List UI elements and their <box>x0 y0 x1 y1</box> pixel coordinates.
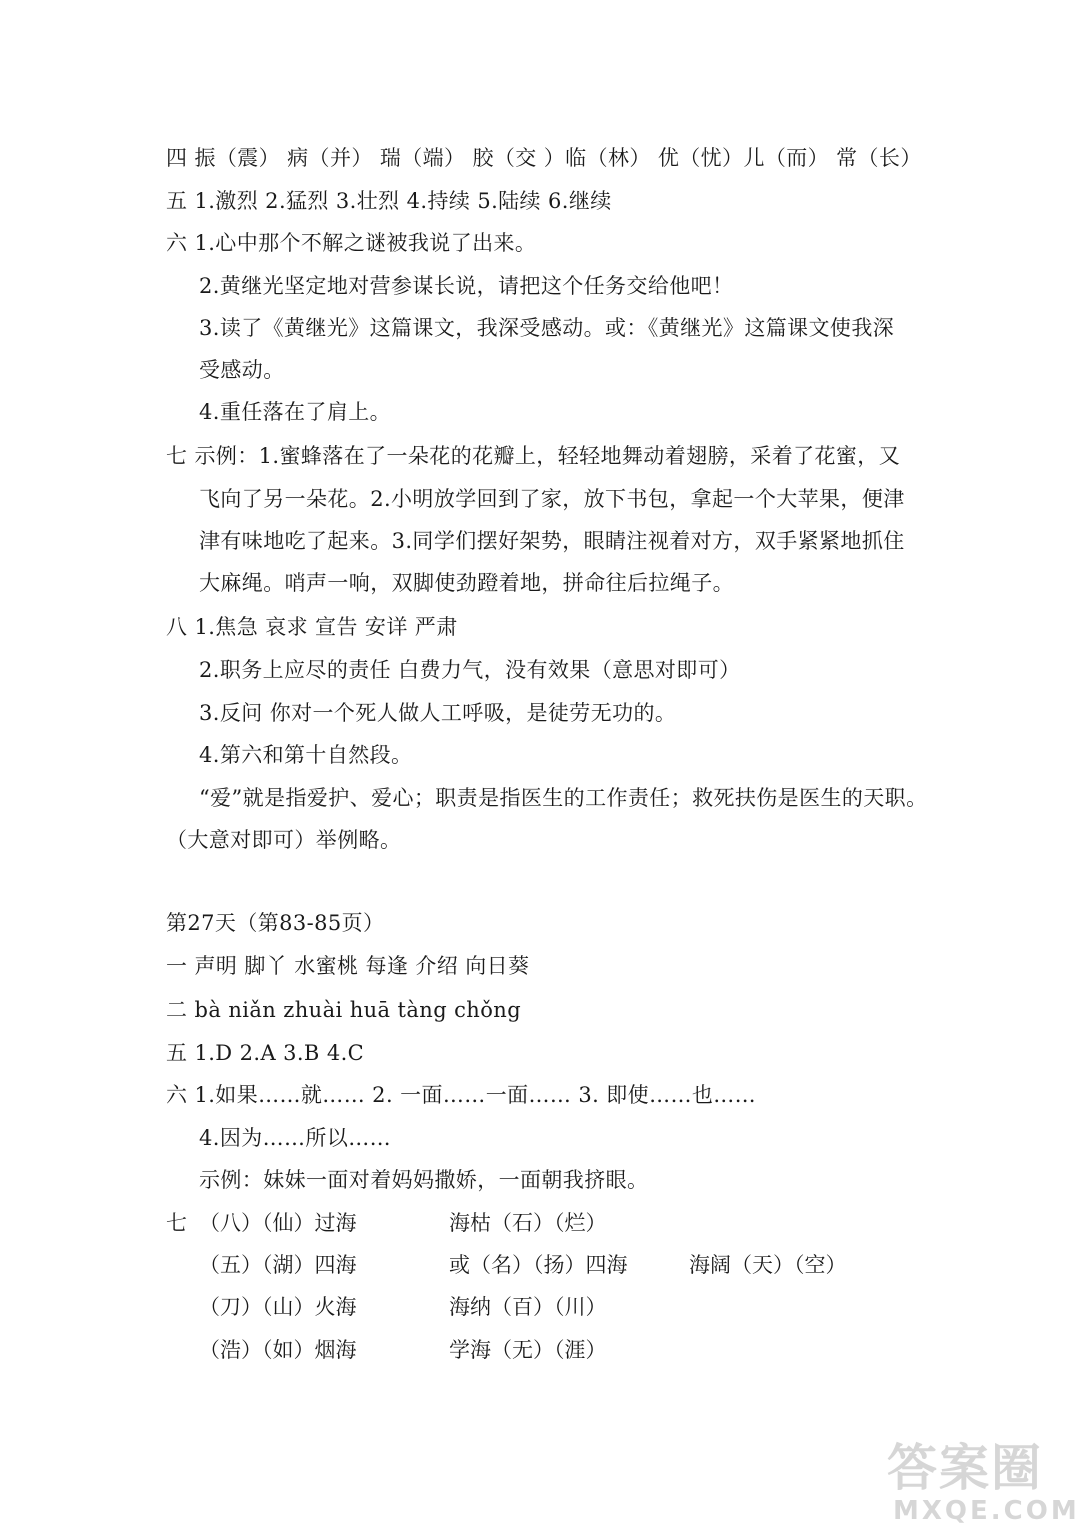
idiom-cell: （八）（仙）过海 <box>199 1211 357 1235</box>
q7-line-c: 津有味地吃了起来。3.同学们摆好架势，眼睛注视着对方，双手紧紧地抓住 <box>199 529 905 553</box>
q6-item-3a: 3.读了《黄继光》这篇课文，我深受感动。或：《黄继光》这篇课文使我深 <box>199 316 895 340</box>
day27-q6-example: 示例：妹妹一面对着妈妈撒娇，一面朝我挤眼。 <box>199 1168 649 1192</box>
watermark-url: MXQE.COM <box>893 1496 1080 1526</box>
q8-line: 八 1.焦急 哀求 宣告 安详 严肃 <box>166 615 458 639</box>
idiom-cell: （浩）（如）烟海 <box>199 1338 357 1362</box>
q7-line-d: 大麻绳。哨声一响，双脚使劲蹬着地，拼命往后拉绳子。 <box>199 571 734 595</box>
day27-q6-item-4: 4.因为……所以…… <box>199 1126 392 1150</box>
watermark-logo: 答案圈 <box>887 1439 1043 1497</box>
idiom-cell: 学海（无）（涯） <box>449 1338 607 1362</box>
day27-q7-label: 七 <box>166 1211 187 1235</box>
day27-q6: 六 1.如果……就…… 2. 一面……一面…… 3. 即使……也…… <box>166 1083 757 1107</box>
q4-line: 四 振（震） 病（并） 瑞（端） 胶（交 ）临（林） 优（忧）儿（而） 常（长） <box>166 146 922 170</box>
day27-q1: 一 声明 脚丫 水蜜桃 每逢 介绍 向日葵 <box>166 954 530 978</box>
q8-item-6: （大意对即可）举例略。 <box>166 828 402 852</box>
idiom-cell: （五）（湖）四海 <box>199 1253 357 1277</box>
q5-line: 五 1.激烈 2.猛烈 3.壮烈 4.持续 5.陆续 6.继续 <box>166 189 612 213</box>
day27-q5: 五 1.D 2.A 3.B 4.C <box>166 1041 365 1065</box>
q6-item-4: 4.重任落在了肩上。 <box>199 400 392 424</box>
idiom-cell: 海纳（百）（川） <box>449 1295 607 1319</box>
q7-line-a: 七 示例：1.蜜蜂落在了一朵花的花瓣上，轻轻地舞动着翅膀，采着了花蜜，又 <box>166 444 901 468</box>
q6-item-3b: 受感动。 <box>199 358 285 382</box>
q8-item-2: 2.职务上应尽的责任 白费力气，没有效果（意思对即可） <box>199 658 741 682</box>
site-watermark <box>887 1439 1080 1532</box>
day27-q2: 二 bà niǎn zhuài huā tàng chǒng <box>166 998 522 1022</box>
q8-item-5: “爱”就是指爱护、爱心；职责是指医生的工作责任；救死扶伤是医生的天职。 <box>199 786 928 810</box>
idiom-cell: （刀）（山）火海 <box>199 1295 357 1319</box>
idiom-cell: 或（名）（扬）四海 <box>449 1253 628 1277</box>
idiom-cell: 海阔（天）（空） <box>689 1253 847 1277</box>
q8-item-4: 4.第六和第十自然段。 <box>199 743 413 767</box>
q6-line: 六 1.心中那个不解之谜被我说了出来。 <box>166 231 537 255</box>
q7-line-b: 飞向了另一朵花。2.小明放学回到了家，放下书包，拿起一个大苹果，便津 <box>199 487 905 511</box>
idiom-cell: 海枯（石）（烂） <box>449 1211 607 1235</box>
q6-item-2: 2.黄继光坚定地对营参谋长说，请把这个任务交给他吧！ <box>199 274 734 298</box>
q8-item-3: 3.反问 你对一个死人做人工呼吸，是徒劳无功的。 <box>199 701 677 725</box>
day27-title: 第27天（第83-85页） <box>166 911 385 935</box>
